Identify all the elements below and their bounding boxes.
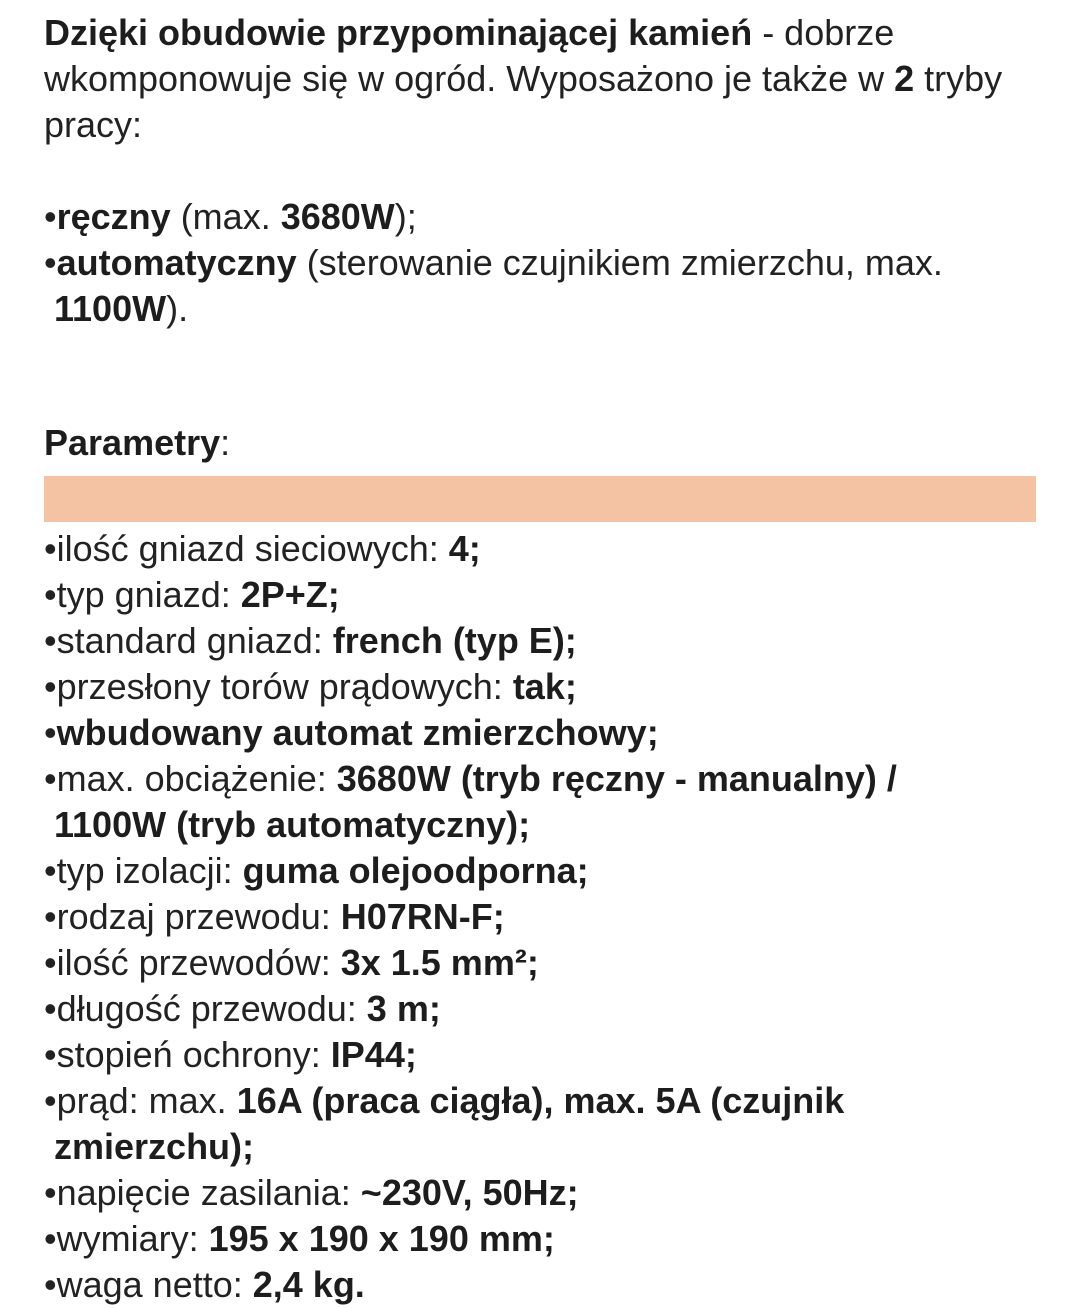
param-value: wbudowany automat zmierzchowy; — [56, 712, 659, 753]
intro-text-1: - dobrze wkomponowuje się w ogród. Wyposażono je także w — [44, 12, 895, 99]
param-label: • — [44, 712, 57, 753]
param-item — [44, 848, 1044, 894]
params-heading-label: Parametry — [44, 422, 221, 463]
param-label: •typ izolacji: — [44, 850, 243, 891]
bullet: • — [44, 242, 57, 283]
param-value: H07RN-F; — [340, 896, 505, 937]
mode-item-automatic — [44, 240, 1044, 286]
param-value: 3 m; — [366, 988, 441, 1029]
param-item-cont — [44, 802, 1044, 848]
param-value: 2P+Z; — [240, 574, 340, 615]
param-item — [44, 526, 1044, 572]
param-label: •ilość przewodów: — [44, 942, 341, 983]
param-value: ~230V, 50Hz; — [360, 1172, 579, 1213]
spacer — [44, 148, 1044, 194]
param-item — [44, 710, 1044, 756]
param-label: •prąd: max. — [44, 1080, 237, 1121]
param-value: 4; — [448, 528, 481, 569]
param-item — [44, 986, 1044, 1032]
bullet: • — [44, 196, 57, 237]
param-value: french (typ E); — [332, 620, 577, 661]
param-label: •stopień ochrony: — [44, 1034, 331, 1075]
param-item — [44, 618, 1044, 664]
param-label: •rodzaj przewodu: — [44, 896, 341, 937]
param-value: 3680W (tryb ręczny - manualny) / — [336, 758, 897, 799]
intro-bold-lead: Dzięki obudowie przypominającej kamień — [44, 12, 753, 53]
intro-text-2: tryby pracy: — [44, 58, 1003, 145]
mode-value: 1100W — [54, 288, 167, 329]
mode-post: ). — [166, 288, 189, 329]
param-label: •waga netto: — [44, 1264, 253, 1305]
param-item — [44, 1078, 1044, 1124]
mode-post: ); — [394, 196, 417, 237]
param-value-cont: zmierzchu); — [54, 1126, 255, 1167]
param-value: 2,4 kg. — [252, 1264, 365, 1305]
mode-name: ręczny — [56, 196, 171, 237]
mode-item-automatic-cont — [44, 286, 1044, 332]
spacer — [44, 332, 1044, 420]
param-value: 16A (praca ciągła), max. 5A (czujnik — [236, 1080, 845, 1121]
param-item — [44, 894, 1044, 940]
param-label: •wymiary: — [44, 1218, 209, 1259]
mode-pre: (max. — [170, 196, 281, 237]
params-heading-colon: : — [220, 422, 231, 463]
mode-pre: (sterowanie czujnikiem zmierzchu, max. — [296, 242, 943, 283]
param-value-cont: 1100W (tryb automatyczny); — [54, 804, 531, 845]
param-item — [44, 1032, 1044, 1078]
param-item — [44, 572, 1044, 618]
param-item — [44, 756, 1044, 802]
product-description — [44, 10, 1044, 1308]
param-label: •długość przewodu: — [44, 988, 367, 1029]
param-label: •max. obciążenie: — [44, 758, 337, 799]
param-value: guma olejoodporna; — [242, 850, 589, 891]
param-value: tak; — [512, 666, 577, 707]
intro-paragraph — [44, 10, 1044, 148]
param-item — [44, 664, 1044, 710]
param-value: 195 x 190 x 190 mm; — [208, 1218, 555, 1259]
param-label: •ilość gniazd sieciowych: — [44, 528, 449, 569]
param-item — [44, 940, 1044, 986]
param-label: •przesłony torów prądowych: — [44, 666, 513, 707]
highlight-band — [44, 476, 1036, 522]
param-value: IP44; — [330, 1034, 417, 1075]
mode-item-manual — [44, 194, 1044, 240]
params-heading — [44, 420, 1044, 466]
intro-bold-number: 2 — [894, 58, 915, 99]
param-item — [44, 1262, 1044, 1308]
param-item — [44, 1170, 1044, 1216]
param-label: •standard gniazd: — [44, 620, 333, 661]
param-label: •typ gniazd: — [44, 574, 241, 615]
param-value: 3x 1.5 mm²; — [340, 942, 539, 983]
param-item — [44, 1216, 1044, 1262]
param-label: •napięcie zasilania: — [44, 1172, 361, 1213]
mode-value: 3680W — [280, 196, 395, 237]
mode-name: automatyczny — [56, 242, 297, 283]
param-item-cont — [44, 1124, 1044, 1170]
params-list — [44, 526, 1044, 1308]
